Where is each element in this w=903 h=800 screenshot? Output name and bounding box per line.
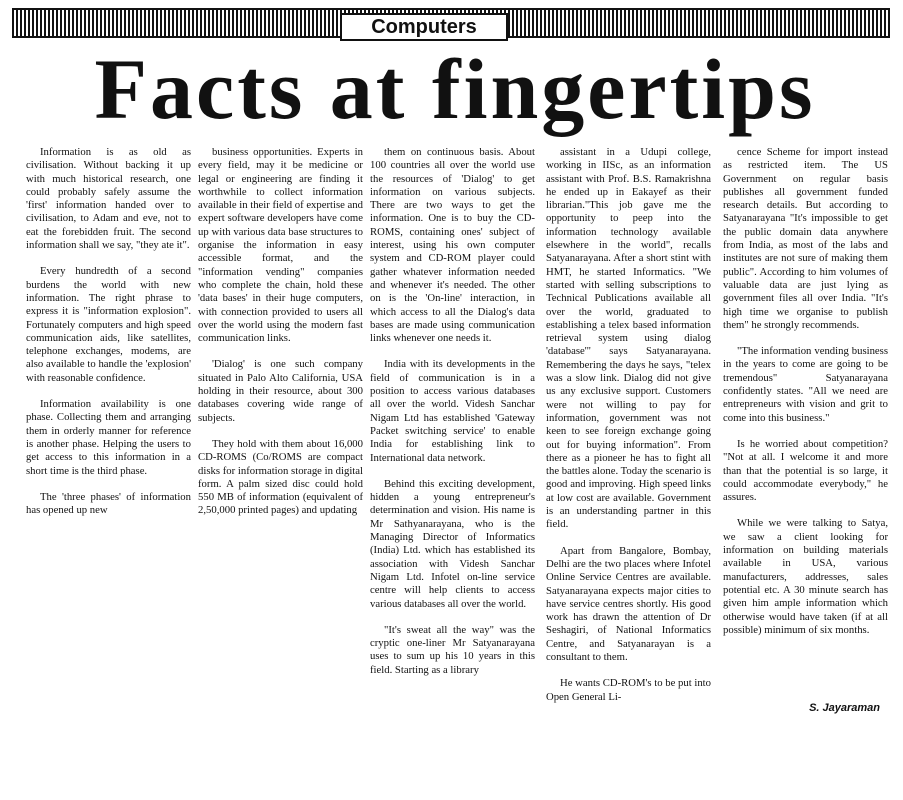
article-column-4: [546, 146, 711, 796]
paragraph: them on continuous basis. About 100 countries all over the world use the resources of 'Dialog' to get information on various subjects. There are two ways to get the information. One is to buy the CD-ROMS, containing ones' subject of interest, using his own computer system and CD-ROM player could gather whatever information needed and whenever it's needed. The other on is the 'On-line' interaction, in which access to all the Dialog's data bases are made using communication links whenever one needs it.: [370, 146, 535, 345]
headline: Facts at fingertips: [94, 41, 816, 137]
paragraph: He wants CD-ROM's to be put into Open General Li-: [546, 677, 711, 703]
paragraph: Information is as old as civilisation. Without backing it up with much historical research, one could probably safely assume the 'first' information handed over to civilisation, to Adam and eve, not to eat the forebidden fruit. The second information shall we say, "they ate it".: [26, 146, 191, 252]
paragraph: 'Dialog' is one such company situated in Palo Alto California, USA holding in their resource, about 300 databases covering wide range of subjects.: [198, 358, 363, 424]
section-label: Computers: [340, 13, 508, 41]
article-column-3: [370, 146, 535, 796]
paragraph: cence Scheme for import instead as restricted item. The US Government on regular basis publishes all government funded research details. But according to Satyanarayana "It's impossible to get the public domain data anywhere from India, as most of the labs and institutes are not sure of making them public". According to him volumes of valuable data are just lying as government files all over India. "It's high time we organise to publish them" he strongly recommends.: [723, 146, 888, 331]
paragraph: assistant in a Udupi college, working in IISc, as an information assistant with Prof. B.S. Ramakrishna he ended up in Eakayef as their librarian."This job gave me the opportunity to peep into the information technology available elsewhere in the world", recalls Satyanarayana. After a short stint with HMT, he started Informatics. "We started with selling subscriptions to Technical Publications available all over the world, graduated to establishing a telex based information retrieval system using dialog 'database'" says Satyanarayana. Remembering the days he says, "telex was a slow link. Dialog did not give us any exclusive support. Customers were not willing to pay for information, government was not keen to see foreign exchange going out for buying information". From there as a pioneer he has to fight all the battles alone. Today the scenario is good and improving. High speed links at low cost are available. Government is an understanding partner in this field.: [546, 146, 711, 531]
paragraph: Is he worried about competition? "Not at all. I welcome it and more than that the potential is so large, it could accommodate everybody," he assures.: [723, 437, 888, 504]
paragraph: Information availability is one phase. Collecting them and arranging them in orderly manner for reference is another phase. Helping the users to get access to this information in a short time is the third phase.: [26, 398, 191, 477]
paragraph: Behind this exciting development, hidden a young entrepreneur's determination and vision. His name is Mr Sathyanarayana, who is the Managing Director of Informatics (India) Ltd. which has established its association with Videsh Sanchar Nigam Ltd. Infotel on-line service centre will help clients to access various databases all over the world.: [370, 477, 535, 610]
article-column-2: [198, 146, 363, 796]
paragraph: While we were talking to Satya, we saw a client looking for information on building materials available in USA, various manufacturers, addresses, sales potential etc. A 30 minute search has given him ample information which otherwise would have taken (if at all possible) minimum of six months.: [723, 517, 888, 636]
paragraph: The 'three phases' of information has opened up new: [26, 490, 191, 517]
article-column-5: [723, 146, 888, 796]
paragraph: They hold with them about 16,000 CD-ROMS (Co/ROMS are compact disks for information storage in digital form. A palm sized disc could hold 550 MB of information (equivalent of 2,50,000 printed pages) and updating: [198, 437, 363, 517]
paragraph: India with its developments in the field of communication is in a position to access various databases all over the world. Videsh Sanchar Nigam Ltd has established 'Gateway Packet switching service' to enable India for establishing link to International data network.: [370, 358, 535, 464]
paragraph: "It's sweat all the way" was the cryptic one-liner Mr Satyanarayana uses to sum up his 10 years in this field. Starting as a library: [370, 623, 535, 676]
paragraph: "The information vending business in the years to come are going to be tremendous" Satyanarayana confidently states. "All we need are entrepreneurs with vision and grit to come into this business.": [723, 345, 888, 424]
byline: S. Jayaraman: [809, 702, 880, 714]
paragraph: Apart from Bangalore, Bombay, Delhi are the two places where Infotel Online Service Centres are available. Satyanarayana expects major cities to have service centres shortly. His good work has drawn the attention of Dr Seshagiri, of National Informatics Centre, and Satyanarayan is a consultant to them.: [546, 544, 711, 663]
article-column-1: [26, 146, 191, 796]
paragraph: Every hundredth of a second burdens the world with new information. The right phrase to express it is "information explosion". Fortunately computers and high speed communication aids, like satellites, telephone exchanges, modems, are also available to handle the 'explosion' with reasonable confidence.: [26, 265, 191, 384]
paragraph: business opportunities. Experts in every field, may it be medicine or legal or engineering are finding it worthwhile to collect information available in their field of expertise and expert software developers have come up with various data base structures to organise the information in easy accessible format, and the "information vending" companies who complete the chain, hold these 'data bases' in their huge computers, with connection provided to users all over the world using the modern fast communication links.: [198, 146, 363, 345]
